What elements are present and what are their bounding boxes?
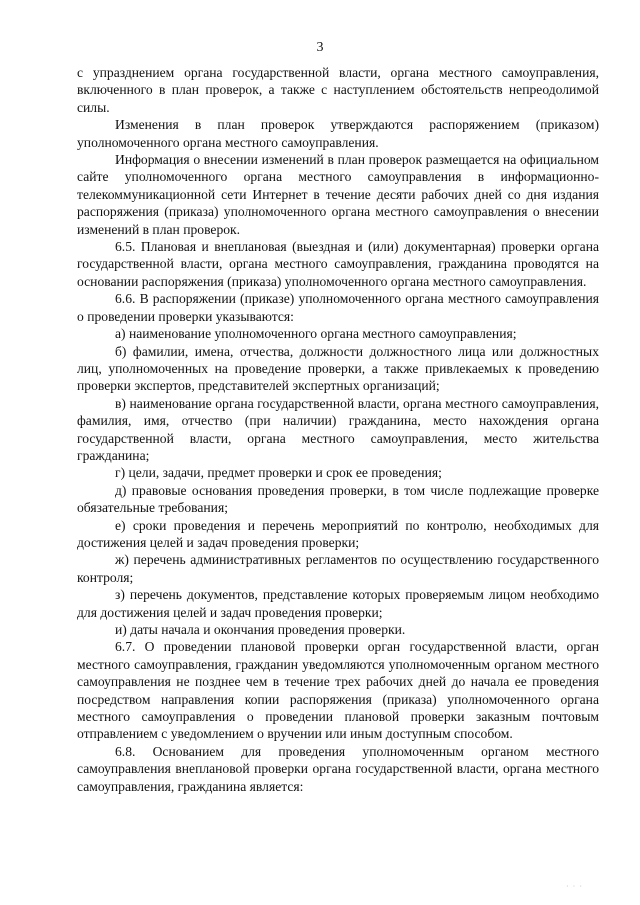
paragraph-plan-changes-info: Информация о внесении изменений в план проверок размещается на официальном сайте уполномоченного органа местного самоуправления в информационно-телекоммуникационной сети Интернет в течение десяти рабочих дней со дня издания распоряжения (приказа) уполномоченного органа местного самоуправления о внесении изменений в план проверок. [77, 152, 599, 237]
list-item-g: г) цели, задачи, предмет проверки и срок ее проведения; [115, 465, 442, 481]
paragraph-continuation: с упразднением органа государственной власти, органа местного самоуправления, включенного в план проверок, а также с наступлением обстоятельств непреодолимой силы. [77, 65, 599, 115]
document-body [77, 64, 599, 795]
list-item-b: б) фамилии, имена, отчества, должности должностного лица или должностных лиц, уполномоченных на проведение проверки, а также привлекаемых к проведению проверки экспертов, представителей экспертных организаций; [77, 343, 599, 394]
paragraph-6-7: 6.7. О проведении плановой проверки орган государственной власти, орган местного самоуправления, гражданин уведомляются уполномоченным органом местного самоуправления не позднее чем в течение трех рабочих дней до начала ее проведения посредством направления копии распоряжения (приказа) уполномоченного органа местного самоуправления о проведении плановой проверки заказным почтовым отправлением с уведомлением о вручении или иным доступным способом. [77, 639, 599, 742]
page-number: 3 [316, 40, 324, 55]
list-item-z: з) перечень документов, представление которых проверяемым лицом необходимо для достижения целей и задач проведения проверки; [77, 587, 599, 620]
scan-mark: · · · [566, 882, 583, 891]
list-item-zh: ж) перечень административных регламентов по осуществлению государственного контроля; [77, 552, 599, 585]
paragraph-6-8: 6.8. Основанием для проведения уполномоченным органом местного самоуправления внеплановой проверки органа государственной власти, органа местного самоуправления, гражданина является: [77, 743, 599, 794]
list-item-d: д) правовые основания проведения проверки, в том числе подлежащие проверке обязательные требования; [77, 482, 599, 516]
list-item-e: е) сроки проведения и перечень мероприятий по контролю, необходимых для достижения целей и задач проведения проверки; [77, 517, 599, 550]
paragraph-6-5: 6.5. Плановая и внеплановая (выездная и (или) документарная) проверки органа государственной власти, органа местного самоуправления, гражданина проводятся на основании распоряжения (приказа) уполномоченного органа местного самоуправления. [77, 239, 599, 289]
list-item-i: и) даты начала и окончания проведения проверки. [115, 622, 406, 637]
list-item-v: в) наименование органа государственной власти, органа местного самоуправления, фамилия, имя, отчество (при наличии) гражданина, место нахождения органа государственной власти, органа местного самоуправления, место жительства гражданина; [77, 395, 599, 463]
paragraph-6-6: 6.6. В распоряжении (приказе) уполномоченного органа местного самоуправления о проведении проверки указываются: [77, 291, 599, 324]
list-item-a: а) наименование уполномоченного органа местного самоуправления; [115, 326, 517, 342]
paragraph-plan-changes: Изменения в план проверок утверждаются распоряжением (приказом) уполномоченного органа местного самоуправления. [77, 117, 599, 150]
